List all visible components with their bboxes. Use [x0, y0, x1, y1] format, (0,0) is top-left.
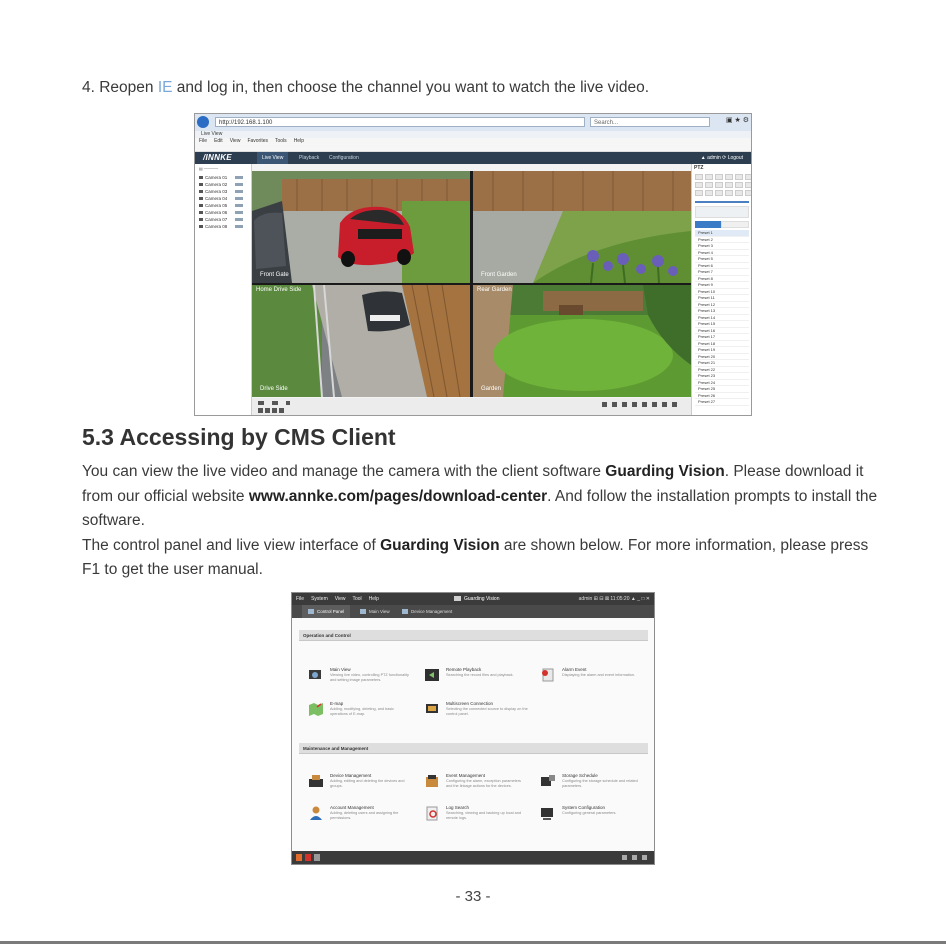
- stream-icon[interactable]: [235, 183, 243, 186]
- browser-search[interactable]: Search...: [590, 117, 710, 127]
- address-bar[interactable]: http://192.168.1.100: [215, 117, 585, 127]
- item-storage-schedule[interactable]: Storage Schedule Configuring the storage schedule and related parameters.: [540, 771, 650, 795]
- list-item[interactable]: Preset 27: [695, 399, 749, 406]
- ptz-button[interactable]: [715, 190, 723, 196]
- stream-icon[interactable]: [235, 190, 243, 193]
- gv-title: Guarding Vision: [454, 593, 500, 605]
- tile-caption: Garden: [481, 386, 502, 392]
- toolbar-icons: [252, 398, 691, 415]
- ie-label: IE: [157, 79, 173, 96]
- gv-statusbar: [292, 851, 654, 864]
- camera-item[interactable]: Camera 05: [195, 202, 251, 209]
- list-item[interactable]: Preset 23: [695, 373, 749, 380]
- tab-configuration[interactable]: Configuration: [329, 155, 359, 161]
- list-item[interactable]: Preset 26: [695, 393, 749, 400]
- body-text: You can view the live video and manage the camera with the client software Guarding Vision. Please download it from our official website www.annke.com/pages/download-center. And follow the installation prompts to install the software. The control panel and live view interface of Guarding Vision are shown below. For more information, please press F1 to get the user manual.: [82, 463, 878, 578]
- statusbar-icons: [292, 851, 654, 864]
- list-item[interactable]: Preset 6: [695, 263, 749, 270]
- ptz-button[interactable]: [715, 174, 723, 180]
- main-view-icon: [360, 609, 366, 614]
- tile-caption: Rear Garden: [477, 287, 512, 293]
- item-remote-playback[interactable]: Remote Playback Searching the record files and playback.: [424, 665, 534, 689]
- guarding-vision-screenshot: [291, 592, 655, 865]
- stream-icon[interactable]: [235, 197, 243, 200]
- ptz-button[interactable]: [695, 190, 703, 196]
- item-main-view[interactable]: Main View Viewing live video, controlling PTZ functionality and setting image parameters.: [308, 665, 418, 689]
- item-log-search[interactable]: Log Search Searching, viewing and backing up local and remote logs.: [424, 803, 534, 827]
- list-item[interactable]: Preset 3: [695, 243, 749, 250]
- item-e-map[interactable]: E-map Adding, modifying, deleting, and basic operations of E-map.: [308, 699, 418, 723]
- camera-item[interactable]: Camera 08: [195, 223, 251, 230]
- camera-item[interactable]: Camera 02: [195, 181, 251, 188]
- patrol-tab[interactable]: [721, 221, 749, 228]
- ptz-button[interactable]: [735, 190, 743, 196]
- download-url[interactable]: www.annke.com/pages/download-center: [248, 487, 548, 505]
- gv-titlebar: [292, 593, 654, 605]
- list-item[interactable]: Preset 1: [695, 230, 749, 237]
- menu-tools[interactable]: Tools: [275, 138, 287, 144]
- list-item[interactable]: Preset 10: [695, 289, 749, 296]
- preset-list: [695, 230, 749, 406]
- gv-menu: [296, 593, 386, 605]
- e-map-icon: [308, 701, 324, 717]
- list-item[interactable]: Preset 20: [695, 354, 749, 361]
- tab-control-panel[interactable]: Control Panel: [302, 605, 350, 618]
- ptz-button[interactable]: [705, 174, 713, 180]
- rear-garden-scene: [473, 285, 691, 397]
- video-tile-front-gate[interactable]: [252, 171, 470, 283]
- ptz-button[interactable]: [745, 190, 752, 196]
- camera-item[interactable]: Camera 04: [195, 195, 251, 202]
- browser-menu: [195, 138, 751, 145]
- live-view-screenshot: [194, 113, 752, 416]
- front-gate-scene: [252, 171, 470, 283]
- remote-playback-icon: [424, 667, 440, 683]
- ptz-button[interactable]: [735, 182, 743, 188]
- page-number: - 33 -: [455, 888, 491, 905]
- gv-status[interactable]: admin ⊞ ⊟ ⊠ 11:05:20 ▲ _ □ ✕: [578, 596, 650, 602]
- ptz-controls: [692, 172, 752, 198]
- ptz-title: PTZ: [694, 165, 704, 171]
- live-toolbar: [252, 398, 691, 415]
- list-item[interactable]: Preset 19: [695, 347, 749, 354]
- video-tile-rear-garden[interactable]: [473, 285, 691, 397]
- section-heading: 5.3 Accessing by CMS Client: [82, 424, 396, 450]
- camera-icon: [199, 197, 203, 200]
- camera-item[interactable]: Camera 06: [195, 209, 251, 216]
- item-device-management[interactable]: Device Management Adding, editing and deleting the devices and groups.: [308, 771, 418, 795]
- menu-help[interactable]: Help: [293, 138, 304, 144]
- ptz-button[interactable]: [715, 182, 723, 188]
- item-multiscreen[interactable]: Multiscreen Connection Selecting the connected source to display on the control panel.: [424, 699, 534, 723]
- list-item[interactable]: Preset 12: [695, 302, 749, 309]
- stream-icon[interactable]: [235, 211, 243, 214]
- list-item[interactable]: Preset 15: [695, 321, 749, 328]
- ptz-button[interactable]: [705, 182, 713, 188]
- annke-nav: [195, 152, 751, 164]
- video-grid: [252, 171, 691, 397]
- list-item[interactable]: Preset 21: [695, 360, 749, 367]
- back-button[interactable]: [197, 116, 209, 128]
- menu-system[interactable]: System: [311, 596, 328, 602]
- list-item[interactable]: Preset 16: [695, 328, 749, 335]
- camera-icon: [199, 204, 203, 207]
- ptz-button[interactable]: [725, 182, 733, 188]
- list-item[interactable]: Preset 11: [695, 295, 749, 302]
- stream-icon[interactable]: [235, 225, 243, 228]
- tab-device-management[interactable]: Device Management: [402, 605, 452, 618]
- list-item[interactable]: Preset 5: [695, 256, 749, 263]
- camera-item[interactable]: Camera 07: [195, 216, 251, 223]
- ptz-panel: [691, 164, 752, 415]
- section-maintenance-management: Maintenance and Management: [299, 743, 648, 754]
- ptz-button[interactable]: [725, 174, 733, 180]
- camera-item[interactable]: Camera 01: [195, 174, 251, 181]
- speed-slider[interactable]: [695, 201, 749, 203]
- list-item[interactable]: Preset 22: [695, 367, 749, 374]
- gv-tabs: [292, 605, 654, 618]
- list-item[interactable]: Preset 25: [695, 386, 749, 393]
- guarding-vision-name: Guarding Vision: [605, 463, 725, 480]
- section-operation-control: Operation and Control: [299, 630, 648, 641]
- front-garden-scene: [473, 171, 691, 283]
- list-item[interactable]: Preset 2: [695, 237, 749, 244]
- list-item[interactable]: Preset 14: [695, 315, 749, 322]
- camera-item[interactable]: Camera 03: [195, 188, 251, 195]
- menu-help[interactable]: Help: [368, 596, 379, 602]
- device-root[interactable]: ▤ ─────: [199, 166, 219, 171]
- preset-tabs: [695, 221, 749, 228]
- footer-rule: [0, 941, 946, 944]
- video-tile-drive-side[interactable]: [252, 285, 470, 397]
- camera-icon: [199, 183, 203, 186]
- item-event-management[interactable]: Event Management Configuring the alarm, exception parameters and the linkage actions for the devices.: [424, 771, 534, 795]
- tab-live-view[interactable]: Live View: [257, 152, 288, 164]
- browser-toolbar: [195, 114, 751, 132]
- list-item[interactable]: Preset 13: [695, 308, 749, 315]
- list-item[interactable]: Preset 18: [695, 341, 749, 348]
- list-item[interactable]: Preset 24: [695, 380, 749, 387]
- gv-logo-icon: [454, 596, 461, 601]
- tile-caption: Front Garden: [481, 272, 517, 278]
- list-item[interactable]: Preset 9: [695, 282, 749, 289]
- drive-side-scene: [252, 285, 470, 397]
- tab-main-view[interactable]: Main View: [360, 605, 390, 618]
- stream-icon[interactable]: [235, 204, 243, 207]
- camera-icon: [199, 190, 203, 193]
- camera-icon: [199, 176, 203, 179]
- tab-playback[interactable]: Playback: [299, 155, 320, 161]
- alarm-event-icon: [540, 667, 556, 683]
- stream-icon[interactable]: [235, 218, 243, 221]
- ptz-button[interactable]: [695, 182, 703, 188]
- item-account-management[interactable]: Account Management Adding, deleting users and assigning the permissions.: [308, 803, 418, 827]
- list-item[interactable]: Preset 8: [695, 276, 749, 283]
- menu-edit[interactable]: Edit: [214, 138, 223, 144]
- item-system-configuration[interactable]: System Configuration Configuring general parameters.: [540, 803, 650, 827]
- device-management-icon: [402, 609, 408, 614]
- log-search-icon: [424, 805, 440, 821]
- ptz-button[interactable]: [695, 174, 703, 180]
- tile-caption: Drive Side: [260, 386, 288, 392]
- control-panel-icon: [308, 609, 314, 614]
- camera-icon: [199, 225, 203, 228]
- device-management-icon: [308, 773, 324, 789]
- window-controls[interactable]: ▣ ★ ⚙: [725, 117, 749, 124]
- ptz-button[interactable]: [745, 182, 752, 188]
- camera-icon: [199, 218, 203, 221]
- ptz-button[interactable]: [745, 174, 752, 180]
- step-instruction: 4. Reopen IE and log in, then choose the channel you want to watch the live video.: [82, 79, 650, 96]
- ptz-options[interactable]: [695, 206, 749, 218]
- tile-caption: Home Drive Side: [256, 287, 302, 293]
- list-item[interactable]: Preset 4: [695, 250, 749, 257]
- browser-tab[interactable]: Live View: [195, 131, 751, 138]
- ptz-button[interactable]: [705, 190, 713, 196]
- list-item[interactable]: Preset 7: [695, 269, 749, 276]
- guarding-vision-name: Guarding Vision: [380, 536, 500, 554]
- list-item[interactable]: Preset 17: [695, 334, 749, 341]
- menu-favorites[interactable]: Favorites: [247, 138, 268, 144]
- multiscreen-icon: [424, 701, 440, 717]
- annke-logo: /INNKE: [203, 153, 232, 162]
- menu-file[interactable]: File: [199, 138, 208, 144]
- preset-tab[interactable]: [695, 221, 721, 228]
- user-logout[interactable]: ▲ admin ⟳ Logout: [700, 155, 743, 161]
- menu-view[interactable]: View: [229, 138, 241, 144]
- storage-schedule-icon: [540, 773, 556, 789]
- main-view-icon: [308, 667, 324, 683]
- video-tile-front-garden[interactable]: [473, 171, 691, 283]
- account-management-icon: [308, 805, 324, 821]
- stream-icon[interactable]: [235, 176, 243, 179]
- ptz-button[interactable]: [725, 190, 733, 196]
- menu-tool[interactable]: Tool: [352, 596, 362, 602]
- menu-view[interactable]: View: [334, 596, 346, 602]
- system-configuration-icon: [540, 805, 556, 821]
- item-alarm-event[interactable]: Alarm Event Displaying the alarm and event information.: [540, 665, 650, 689]
- favorites-bar: [195, 145, 751, 152]
- camera-icon: [199, 211, 203, 214]
- tile-caption: Front Gate: [260, 272, 289, 278]
- event-management-icon: [424, 773, 440, 789]
- camera-list: [195, 164, 252, 415]
- menu-file[interactable]: File: [296, 596, 305, 602]
- ptz-button[interactable]: [735, 174, 743, 180]
